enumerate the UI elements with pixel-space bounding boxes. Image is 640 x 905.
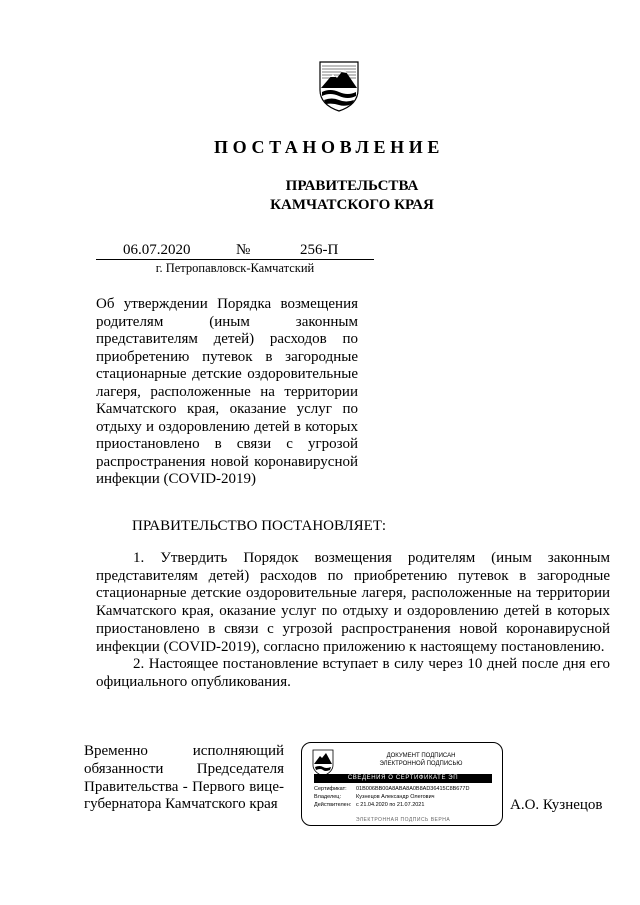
signer-name: А.О. Кузнецов xyxy=(510,797,603,813)
document-title: Об утверждении Порядка возмещения родителям (иным законным представителям детей) расходов по приобретению путевок в загородные стационарные детские оздоровительные лагеря, расположенные на территории Камчатского края, оказание услуг по отдыху и оздоровлению детей в которых приостановлено в связи с угрозой распространения новой коронавирусной инфекции (COVID-2019) xyxy=(96,296,358,487)
decree-formula: ПРАВИТЕЛЬСТВО ПОСТАНОВЛЯЕТ: xyxy=(132,518,387,534)
ecp-owner-value: Кузнецов Александр Олегович xyxy=(356,794,435,800)
ecp-certificate-row xyxy=(314,786,469,793)
ecp-header-line-2: ЭЛЕКТРОННОЙ ПОДПИСЬЮ xyxy=(379,761,463,767)
issuer-line-2: КАМЧАТСКОГО КРАЯ xyxy=(270,197,434,213)
decree-item-2: 2. Настоящее постановление вступает в силу через 10 дней после дня его официального опубликования. xyxy=(96,656,610,690)
ecp-certificate-value: 01B006BB00A8ABA8A0B8AD36415C8B677D xyxy=(356,786,470,792)
registration-line xyxy=(96,240,374,260)
signer-position: Временно исполняющий обязанности Председателя Правительства - Первого вице-губернатора Камчатского края xyxy=(84,743,284,813)
ecp-owner-row xyxy=(314,794,435,801)
document-date: 06.07.2020 xyxy=(123,242,191,258)
ecp-owner-label: Владелец: xyxy=(314,794,341,800)
ecp-header-line-1: ДОКУМЕНТ ПОДПИСАН xyxy=(386,753,456,759)
ecp-validity-value: с 21.04.2020 по 21.07.2021 xyxy=(356,802,425,808)
number-sign: № xyxy=(236,242,251,258)
decree-item-1: 1. Утвердить Порядок возмещения родителям (иным законным представителям детей) расходов по приобретению путевок в загородные стационарные детские оздоровительные лагеря, расположенные на территории Камчатского края, оказание услуг по отдыху и оздоровлению детей в которых приостановлено в связи с угрозой распространения новой коронавирусной инфекции (COVID-2019), согласно приложению к настоящему постановлению. xyxy=(96,550,610,655)
kamchatka-emblem-icon xyxy=(312,749,334,777)
kamchatka-coat-of-arms-icon xyxy=(318,60,360,112)
electronic-signature-stamp xyxy=(301,742,503,826)
document-type: ПОСТАНОВЛЕНИЕ xyxy=(214,137,444,157)
ecp-validity-row xyxy=(314,802,424,809)
issuer-line-1: ПРАВИТЕЛЬСТВА xyxy=(285,178,419,194)
place-of-issue: г. Петропавловск-Камчатский xyxy=(155,261,315,275)
document-number: 256-П xyxy=(300,242,339,258)
issuer xyxy=(262,177,442,215)
ecp-footer: ЭЛЕКТРОННАЯ ПОДПИСЬ ВЕРНА xyxy=(355,817,451,823)
ecp-header xyxy=(346,752,496,768)
ecp-certificate-bar: СВЕДЕНИЯ О СЕРТИФИКАТЕ ЭП xyxy=(314,774,492,783)
ecp-certificate-label: Сертификат: xyxy=(314,786,347,792)
decree-body xyxy=(96,550,610,692)
ecp-validity-label: Действителен: xyxy=(314,802,352,808)
